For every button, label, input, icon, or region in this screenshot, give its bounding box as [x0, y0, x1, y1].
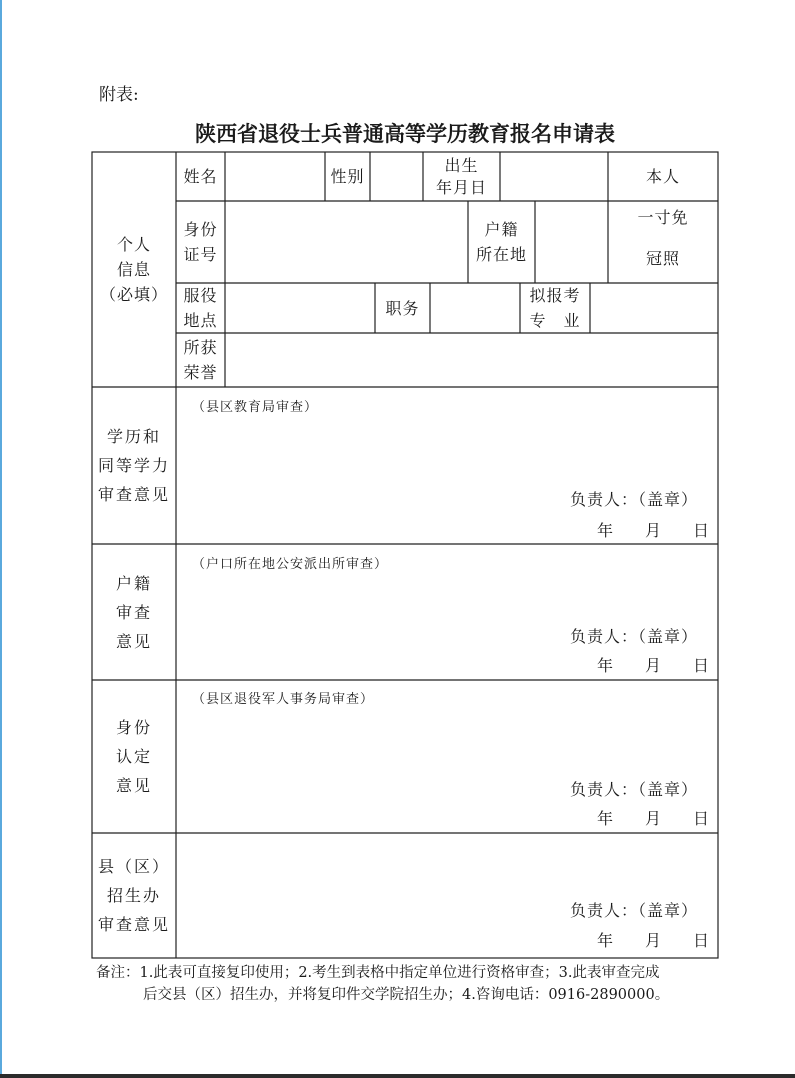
personal-header-line-2: 信息 — [116, 260, 151, 279]
attachment-label: 附表: — [99, 85, 139, 105]
admissions-header-line-2: 招生办 — [106, 886, 161, 905]
id-number-field[interactable] — [225, 201, 468, 283]
form-title: 陕西省退役士兵普通高等学历教育报名申请表 — [195, 121, 615, 146]
admissions-header-line-1: 县（区） — [97, 857, 170, 876]
hukou-review-header-line-1: 户籍 — [115, 573, 152, 593]
birthdate-label-line-1: 出生 — [444, 155, 479, 175]
hukou-review-signature: 负责人：（盖章） — [569, 627, 698, 646]
identity-review-header — [92, 680, 176, 833]
remark-line-2: 后交县（区）招生办，并将复印件交学院招生办；4.咨询电话：0916-2890000。 — [143, 987, 670, 1003]
major-label-line-1: 拟报考 — [529, 286, 581, 305]
honors-label — [176, 333, 225, 387]
photo-label-line-2: 一寸免 — [637, 208, 689, 227]
position-field[interactable] — [430, 283, 520, 333]
name-label — [176, 152, 225, 201]
position-label — [375, 283, 430, 333]
hukou-review-date: 年 月 日 — [596, 656, 709, 675]
hukou-field[interactable] — [535, 201, 608, 283]
personal-header-line-3: （必填） — [99, 285, 168, 304]
education-review-note: （县区教育局审查） — [192, 400, 319, 415]
education-header-line-1: 学历和 — [106, 427, 161, 446]
birthdate-label-line-2: 年月日 — [435, 177, 487, 197]
service-location-field[interactable] — [225, 283, 375, 333]
identity-review-signature: 负责人：（盖章） — [569, 780, 698, 799]
position-label-text: 职务 — [385, 298, 420, 318]
service-label-line-2: 地点 — [183, 311, 218, 330]
photo-box[interactable] — [608, 152, 718, 283]
admissions-header-line-3: 审查意见 — [97, 915, 170, 934]
name-label-text: 姓名 — [183, 167, 218, 186]
hukou-review-header — [92, 544, 176, 680]
identity-header-line-1: 身份 — [115, 718, 152, 737]
identity-header-line-2: 认定 — [115, 747, 152, 766]
personal-info-header — [92, 152, 176, 387]
honors-label-line-2: 荣誉 — [183, 363, 218, 382]
honors-field[interactable] — [225, 333, 718, 387]
education-review-date: 年 月 日 — [596, 521, 709, 540]
service-location-label — [176, 283, 225, 333]
hukou-label-line-2: 所在地 — [475, 245, 527, 264]
personal-header-line-1: 个人 — [116, 235, 151, 254]
education-review-header — [92, 387, 176, 544]
gender-field[interactable] — [370, 152, 423, 201]
remark-line-1: 备注：1.此表可直接复印使用；2.考生到表格中指定单位进行资格审查；3.此表审查完成 — [96, 965, 660, 981]
service-label-line-1: 服役 — [183, 286, 218, 305]
hukou-label-line-1: 户籍 — [484, 220, 519, 239]
id-label-line-2: 证号 — [183, 245, 218, 264]
identity-review-note: （县区退役军人事务局审查） — [192, 692, 375, 707]
hukou-review-header-line-3: 意见 — [115, 631, 152, 651]
admissions-review-signature: 负责人：（盖章） — [569, 901, 698, 920]
hukou-label — [468, 201, 535, 283]
gender-label — [325, 152, 370, 201]
admissions-review-date: 年 月 日 — [596, 931, 709, 950]
identity-header-line-3: 意见 — [115, 776, 152, 795]
photo-label-line-3: 冠照 — [645, 249, 680, 268]
intended-major-label — [520, 283, 590, 333]
gender-label-text: 性别 — [330, 167, 365, 186]
honors-label-line-1: 所获 — [183, 338, 218, 357]
identity-review-date: 年 月 日 — [596, 809, 709, 828]
birthdate-label — [423, 152, 500, 201]
id-number-label — [176, 201, 225, 283]
id-label-line-1: 身份 — [183, 220, 218, 239]
name-field[interactable] — [225, 152, 325, 201]
birthdate-field[interactable] — [500, 152, 608, 201]
admissions-review-header — [92, 833, 176, 958]
hukou-review-note: （户口所在地公安派出所审查） — [192, 557, 389, 572]
major-label-line-2: 专 业 — [529, 311, 581, 330]
hukou-review-header-line-2: 审查 — [115, 602, 152, 622]
photo-label-line-1: 本人 — [645, 167, 680, 186]
education-header-line-2: 同等学力 — [97, 456, 170, 475]
education-header-line-3: 审查意见 — [97, 485, 170, 504]
education-review-signature: 负责人：（盖章） — [569, 490, 698, 509]
intended-major-field[interactable] — [590, 283, 718, 333]
